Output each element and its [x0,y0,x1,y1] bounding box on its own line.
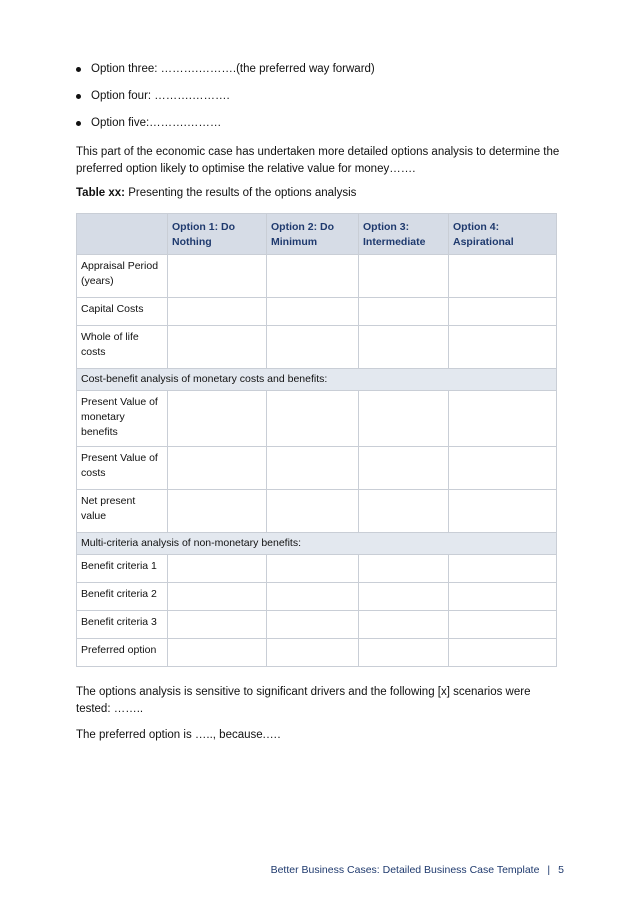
row-label-pv-benefits: Present Value of monetary benefits [77,391,168,447]
table-cell[interactable] [449,611,557,639]
table-cell[interactable] [267,298,359,326]
table-cell[interactable] [359,583,449,611]
footer-title: Better Business Cases: Detailed Business Case Template [270,864,540,876]
header-option-3: Option 3: Intermediate [359,214,449,255]
table-cell[interactable] [168,326,267,369]
table-row [77,391,557,447]
table-cell[interactable] [168,583,267,611]
header-option-4: Option 4: Aspirational [449,214,557,255]
table-cell[interactable] [449,298,557,326]
bullet-text: Option three: ……….……….(the preferred way forward) [91,63,375,75]
bullet-icon [76,67,81,72]
bullet-text: Option four: ……….………. [91,90,230,102]
row-label-criteria-3: Benefit criteria 3 [77,611,168,639]
table-row [77,298,557,326]
table-cell[interactable] [267,611,359,639]
list-item [76,89,566,104]
row-label-criteria-1: Benefit criteria 1 [77,555,168,583]
table-caption [76,185,566,202]
header-option-2: Option 2: Do Minimum [267,214,359,255]
options-table [76,213,557,667]
option-list [76,62,566,143]
table-cell[interactable] [449,555,557,583]
table-row [77,611,557,639]
sensitivity-paragraph: The options analysis is sensitive to significant drivers and the following [x] scenarios were tested: …….. [76,686,531,715]
table-cell[interactable] [267,255,359,298]
row-label-pv-costs: Present Value of costs [77,447,168,490]
row-label-appraisal: Appraisal Period (years) [77,255,168,298]
row-label-criteria-2: Benefit criteria 2 [77,583,168,611]
table-cell[interactable] [168,255,267,298]
table-cell[interactable] [359,391,449,447]
table-row [77,583,557,611]
table-cell[interactable] [359,298,449,326]
table-cell[interactable] [449,326,557,369]
table-cell[interactable] [168,391,267,447]
header-blank [77,214,168,255]
table-cell[interactable] [449,391,557,447]
bullet-text: Option five:……….……… [91,117,222,129]
table-cell[interactable] [359,447,449,490]
table-row [77,326,557,369]
table-cell[interactable] [267,555,359,583]
header-option-1: Option 1: Do Nothing [168,214,267,255]
table-cell[interactable] [168,639,267,667]
intro-paragraph: This part of the economic case has undertaken more detailed options analysis to determine the preferred option likely to optimise the relative value for money……. [76,146,560,175]
table-cell[interactable] [168,298,267,326]
table-cell[interactable] [267,447,359,490]
table-cell[interactable] [449,255,557,298]
table-cell[interactable] [359,611,449,639]
list-item [76,62,566,77]
row-label-npv: Net present value [77,490,168,533]
bullet-icon [76,94,81,99]
table-row [77,639,557,667]
row-label-whole-life: Whole of life costs [77,326,168,369]
table-cell[interactable] [359,555,449,583]
table-cell[interactable] [267,326,359,369]
table-cell[interactable] [168,611,267,639]
section-row-mca [77,533,557,555]
table-cell[interactable] [449,639,557,667]
page-number: 5 [558,864,564,876]
footer-separator: | [547,864,551,876]
table-caption-text: Presenting the results of the options analysis [125,187,357,199]
section-row-cba [77,369,557,391]
table-cell[interactable] [168,555,267,583]
table-cell[interactable] [267,639,359,667]
table-cell[interactable] [359,639,449,667]
table-cell[interactable] [267,583,359,611]
table-cell[interactable] [359,326,449,369]
table-row [77,490,557,533]
table-cell[interactable] [359,255,449,298]
table-header-row [77,214,557,255]
table-cell[interactable] [267,391,359,447]
table-row [77,447,557,490]
table-row [77,555,557,583]
table-cell[interactable] [267,490,359,533]
section-label-mca: Multi-criteria analysis of non-monetary benefits: [77,533,557,555]
table-cell[interactable] [359,490,449,533]
table-cell[interactable] [449,447,557,490]
section-label-cba: Cost-benefit analysis of monetary costs and benefits: [77,369,557,391]
table-cell[interactable] [449,490,557,533]
bullet-icon [76,121,81,126]
table-cell[interactable] [168,490,267,533]
row-label-preferred: Preferred option [77,639,168,667]
table-caption-label: Table xx: [76,187,125,199]
table-row [77,255,557,298]
table-cell[interactable] [449,583,557,611]
list-item [76,116,566,131]
row-label-capital: Capital Costs [77,298,168,326]
table-cell[interactable] [168,447,267,490]
page-footer [0,864,564,876]
preferred-option-paragraph: The preferred option is ….., because.…. [76,729,281,741]
